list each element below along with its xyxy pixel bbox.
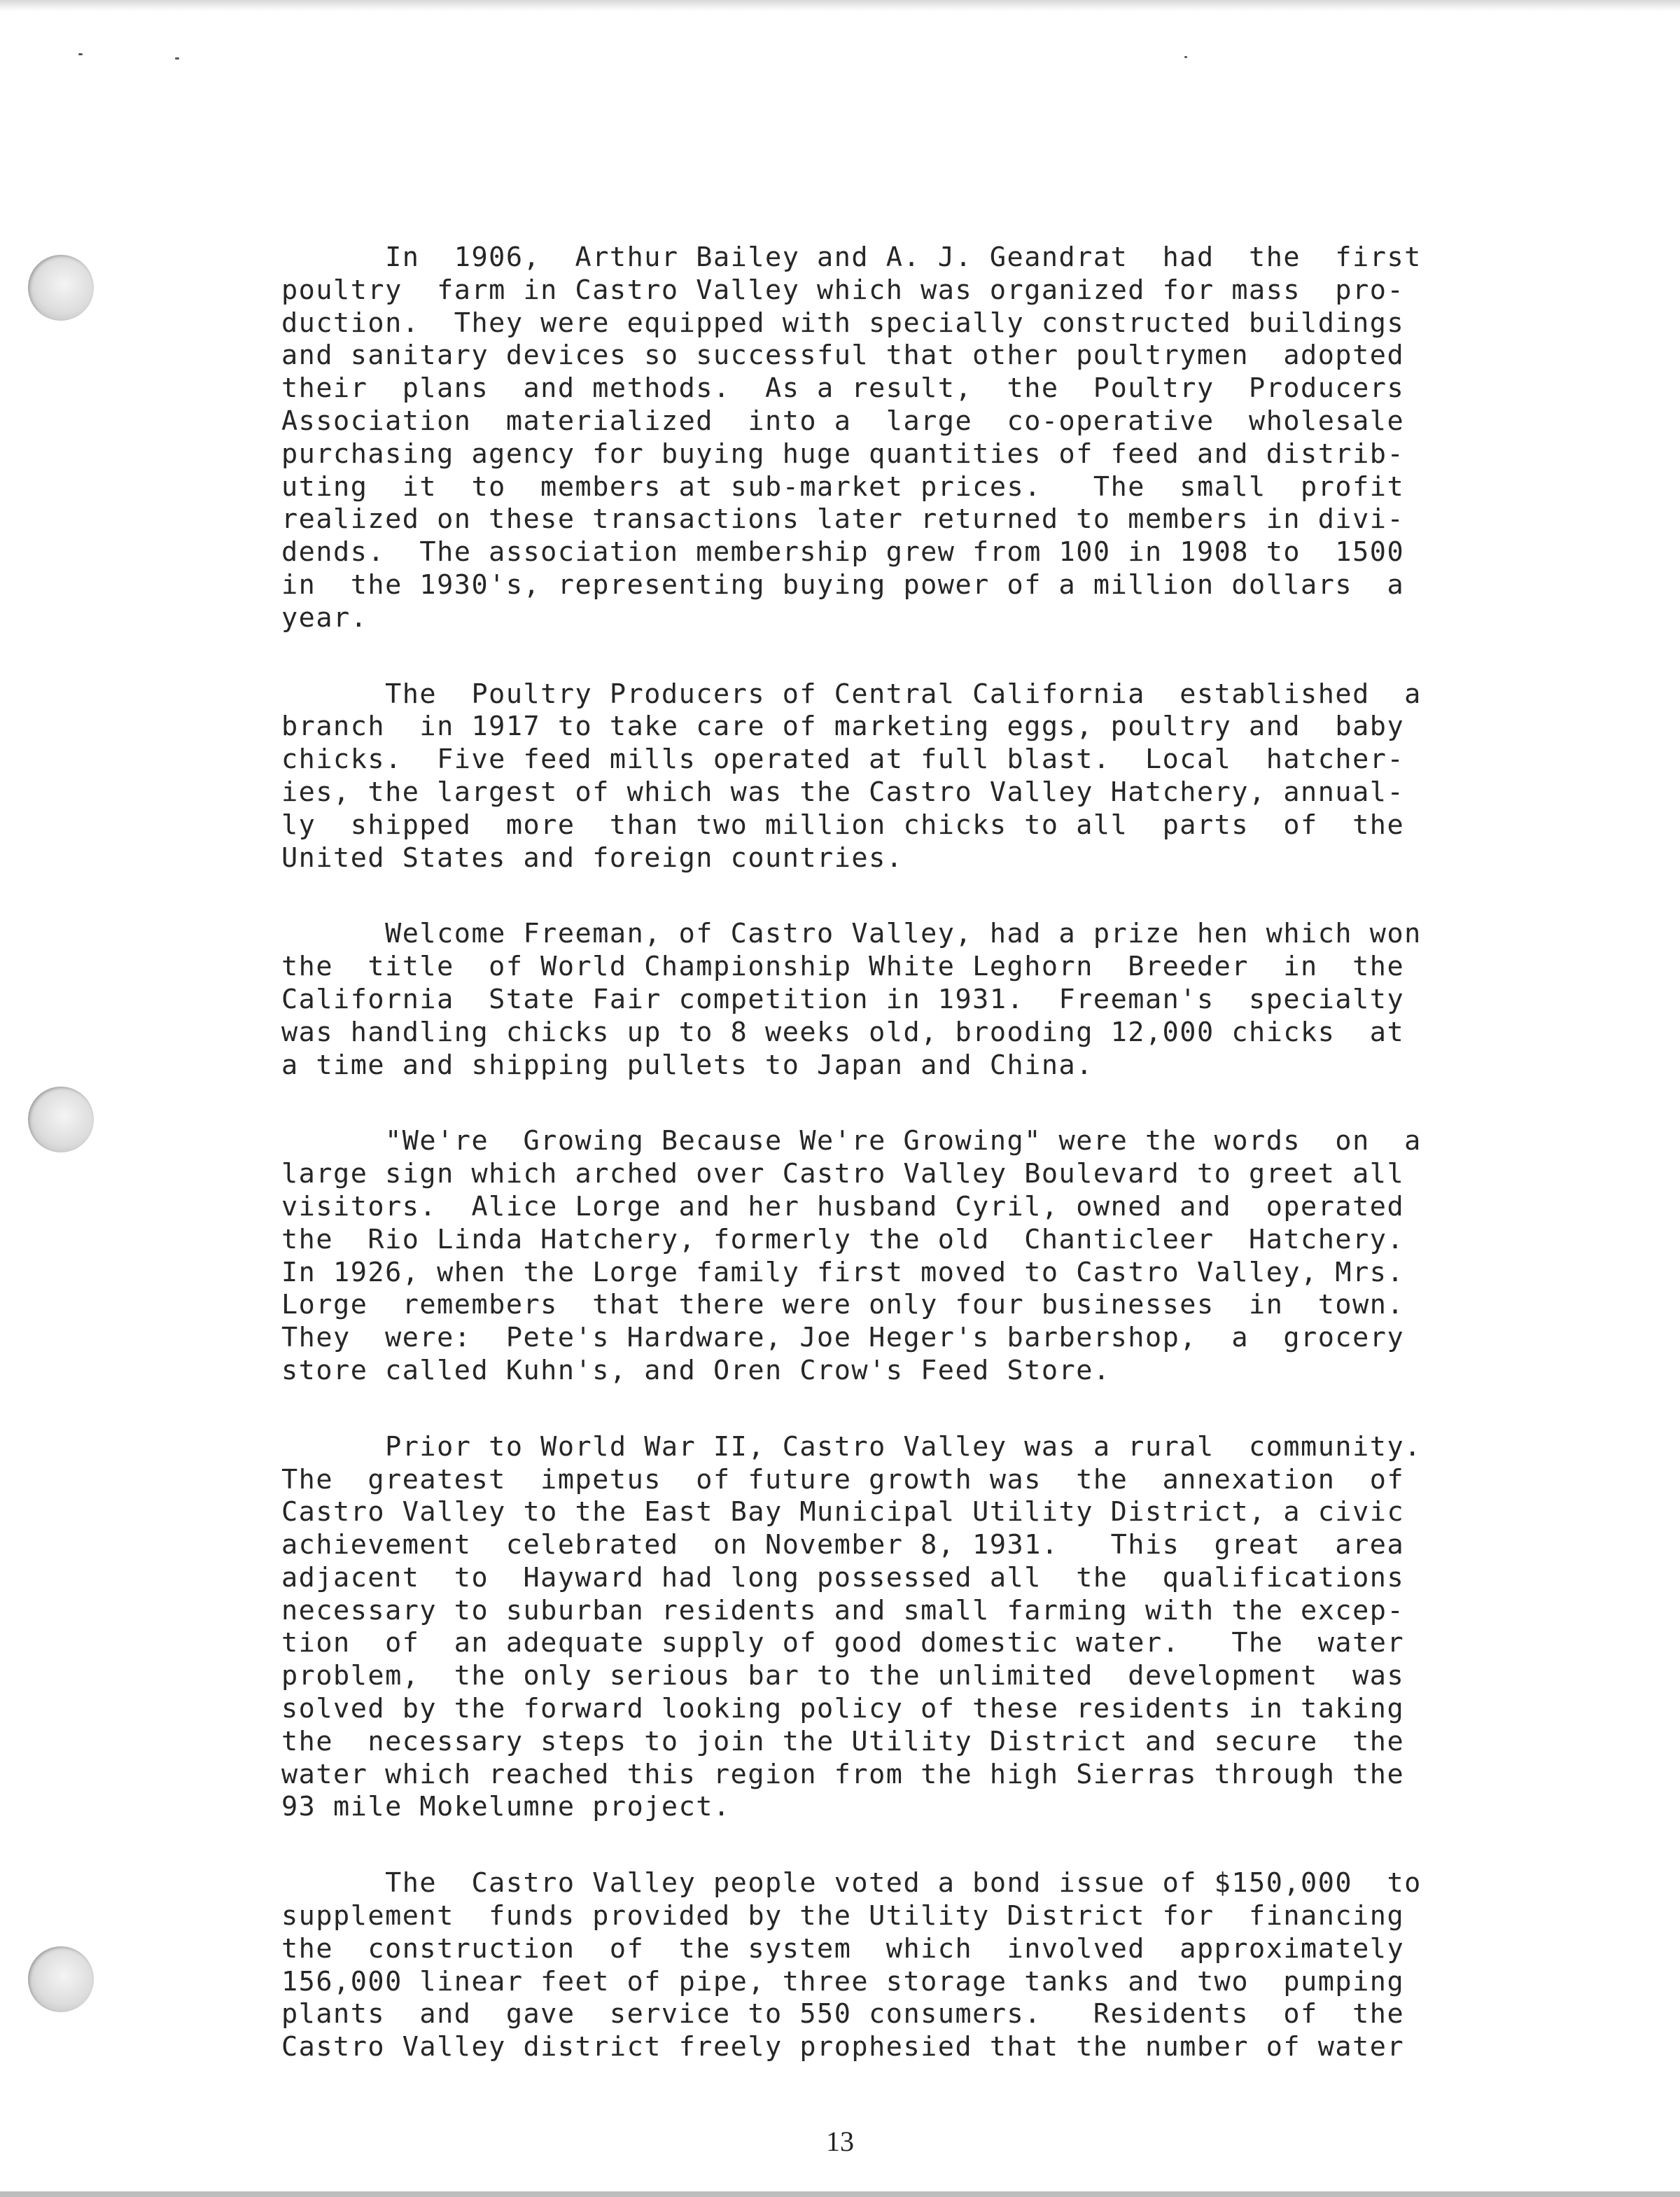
text-line: necessary to suburban residents and small farming with the excep- [281,1594,1405,1626]
text-line: branch in 1917 to take care of marketing eggs, poultry and baby [281,711,1405,743]
text-line: tion of an adequate supply of good domestic water. The water [281,1627,1405,1659]
text-line: 93 mile Mokelumne project. [281,1791,731,1823]
text-line: and sanitary devices so successful that other poultrymen adopted [281,340,1405,372]
text-line: chicks. Five feed mills operated at full blast. Local hatcher- [281,744,1405,776]
text-line: 156,000 linear feet of pipe, three storage tanks and two pumping [281,1965,1405,1997]
page-bottom-edge [0,2191,1680,2197]
document-body [281,242,1597,2064]
text-line: adjacent to Hayward had long possessed all the qualifications [281,1561,1405,1593]
text-line: Castro Valley district freely prophesied that the number of water [281,2031,1405,2063]
binder-hole-top [28,255,94,321]
text-line: United States and foreign countries. [281,842,904,874]
text-line: plants and gave service to 550 consumers. Residents of the [281,1998,1405,2030]
text-line: solved by the forward looking policy of these residents in taking [281,1693,1405,1725]
paragraph [281,242,1597,635]
page-top-edge [0,0,1680,11]
text-line: In 1926, when the Lorge family first moved to Castro Valley, Mrs. [281,1256,1405,1288]
text-line: store called Kuhn's, and Oren Crow's Feed Store. [281,1354,1111,1386]
paragraph [281,918,1597,1082]
text-line: poultry farm in Castro Valley which was organized for mass pro- [281,274,1405,306]
paragraph [281,1125,1597,1387]
text-line: uting it to members at sub-market prices. The small profit [281,470,1405,503]
text-line: large sign which arched over Castro Valley Boulevard to greet all [281,1158,1405,1190]
text-line: Lorge remembers that there were only four businesses in town. [281,1289,1405,1321]
paragraph [281,1867,1597,2064]
text-line: purchasing agency for buying huge quantities of feed and distrib- [281,438,1405,470]
text-line: water which reached this region from the high Sierras through the [281,1758,1405,1790]
text-line: in the 1930's, representing buying power of a million dollars a [281,569,1405,601]
text-line: visitors. Alice Lorge and her husband Cyril, owned and operated [281,1190,1405,1222]
scan-speck [1184,56,1187,58]
text-line: the Rio Linda Hatchery, formerly the old Chanticleer Hatchery. [281,1223,1405,1255]
binder-hole-middle [28,1087,94,1152]
text-line: a time and shipping pullets to Japan and China. [281,1049,1093,1081]
paragraph [281,1431,1597,1825]
text-line: year. [281,601,368,634]
text-line: the title of World Championship White Leghorn Breeder in the [281,951,1405,983]
text-line: ies, the largest of which was the Castro Valley Hatchery, annual- [281,776,1405,808]
text-line: The Poultry Producers of Central California established a [281,678,1422,710]
text-line: Association materialized into a large co-operative wholesale [281,405,1405,437]
text-line: In 1906, Arthur Bailey and A. J. Geandrat had the first [281,242,1422,273]
text-line: California State Fair competition in 1931. Freeman's specialty [281,983,1405,1015]
text-line: Castro Valley to the East Bay Municipal Utility District, a civic [281,1496,1405,1528]
binder-hole-bottom [28,1946,94,2012]
text-line: ly shipped more than two million chicks to all parts of the [281,809,1405,841]
text-line: The greatest impetus of future growth was the annexation of [281,1463,1405,1495]
text-line: They were: Pete's Hardware, Joe Heger's barbershop, a grocery [281,1322,1405,1354]
text-line: problem, the only serious bar to the unlimited development was [281,1660,1405,1692]
text-line: was handling chicks up to 8 weeks old, brooding 12,000 chicks at [281,1016,1405,1048]
text-line: Welcome Freeman, of Castro Valley, had a prize hen which won [281,918,1422,950]
text-line: supplement funds provided by the Utility District for financing [281,1900,1405,1932]
scan-speck [175,57,179,60]
text-line: "We're Growing Because We're Growing" were the words on a [281,1125,1422,1157]
paragraph [281,678,1597,875]
text-line: the construction of the system which involved approximately [281,1932,1405,1965]
text-line: duction. They were equipped with specially constructed buildings [281,307,1405,339]
text-line: Prior to World War II, Castro Valley was a rural community. [281,1430,1422,1463]
page-number: 13 [826,2126,854,2157]
text-line: their plans and methods. As a result, the Poultry Producers [281,372,1405,405]
text-line: realized on these transactions later returned to members in divi- [281,503,1405,536]
text-line: achievement celebrated on November 8, 1931. This great area [281,1529,1405,1561]
scan-speck [78,53,83,55]
text-line: dends. The association membership grew from 100 in 1908 to 1500 [281,536,1405,569]
text-line: the necessary steps to join the Utility District and secure the [281,1725,1405,1757]
text-line: The Castro Valley people voted a bond issue of $150,000 to [281,1867,1422,1899]
